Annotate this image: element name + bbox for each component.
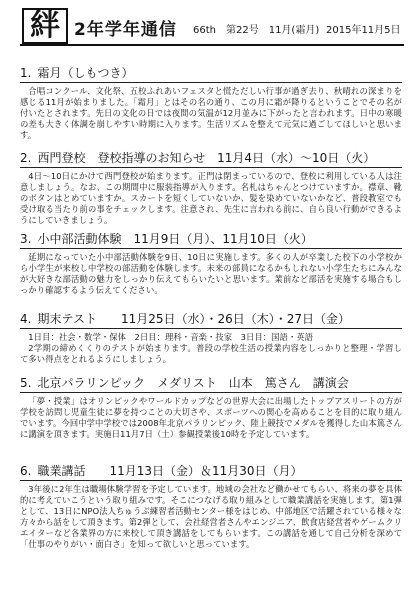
section-number: 1. <box>20 66 32 80</box>
section-5 <box>20 376 402 440</box>
section-body <box>20 171 402 226</box>
section-number: 2. <box>20 151 32 165</box>
paragraph: 3年後に2年生は職場体験学習を予定しています。地域の会社など働かせてもらい、将来の夢を具体的に考えていこうという取り組みです。そこにつなげる取り組みとして職業講話を実施します。第1弾として、13日にNPO法人ちゅうぶ練習者活動センター様をはじめ、中部地区で活躍されている様々な方々から話をして頂きます。第2弾として、会社経営者さんやエンジニア、飲食店経営者やゲームクリエイターなど各業界の方に来校して頂き講話をしてもらいます。この講話を通して自己分析を深めて「仕事のやりがい・面白さ」を知って欲しいと思っています。 <box>20 484 402 549</box>
section-title: 西門登校 登校指導のお知らせ 11月4日（水）～10日（火） <box>37 151 376 165</box>
section-6 <box>20 464 402 550</box>
section-heading <box>20 376 402 393</box>
section-body <box>20 86 402 141</box>
section-heading <box>20 66 402 83</box>
section-heading <box>20 464 402 481</box>
logo-box <box>22 8 68 44</box>
section-3 <box>20 232 402 296</box>
section-1 <box>20 66 402 141</box>
logo-kanji: 絆 <box>30 8 60 43</box>
paragraph: 「夢・授業」はオリンピックやワールドカップなどの世界大会に出場したトップアスリートの方が学校を訪問し児童生徒に夢を持つことの大切さや、スポーツへの関心を高めることを目的に取り組んでいます。今回中学中学校では2008年北京パラリンピック、陸上競技でメダルを獲得した山本篤さんに講演を頂きます。実施日11月7日（土）参観授業後10時を予定しています。 <box>20 396 402 439</box>
paragraph: 4日～10日にかけて西門登校が始まります。正門は閉まっているので、登校に利用している人は注意しましょう。なお、この期間中に服装指導が入ります。名札はちゃんとつけていますか。襟章、靴のボタンはとめていますか。スカートを短くしていないか、髪を染めていないかなど、普段教室でも受け取る当たり前の事をチェックします。注意され、先生に言われる前に、自ら良い行動ができるようにしていきましょう。 <box>20 171 402 225</box>
section-4 <box>20 312 402 365</box>
newsletter-header <box>20 6 404 52</box>
section-2 <box>20 151 402 226</box>
paragraph: 延期になっていた小中部活動体験を9日、10日に実施します。多くの人が卒業した校下の小学校から小学生が来校し中学校の部活動を体験します。未来の部員になるかもしれない小学生たちにみんなが大好きな部活動の魅力をしっかり伝えてもらいたいと思います。業前など部活を実施する場合もしっかり確認するよう伝えてください。 <box>20 252 402 295</box>
section-body <box>20 252 402 296</box>
section-number: 6. <box>20 464 32 478</box>
section-heading <box>20 232 402 249</box>
section-body <box>20 396 402 440</box>
issue-number: 66th 第22号 11月(霜月) <box>193 25 320 36</box>
paragraph: 2学期の締めくくりのテストが始まります。普段の学校生活の授業内容をしっかりと整理・学習して多い得点をとれるようにしましょう。 <box>20 343 402 364</box>
newsletter-title: 2年学年通信 <box>74 20 177 40</box>
section-number: 4. <box>20 312 32 326</box>
section-title: 小中部活動体験 11月9日（月）、11月10日（火） <box>37 232 313 246</box>
section-title: 北京パラリンピック メダリスト 山本 篤さん 講演会 <box>37 376 349 390</box>
section-heading <box>20 312 402 329</box>
section-title: 期末テスト 11月25日（水）・26日（木）・27日（金） <box>37 312 351 326</box>
section-title: 霜月（しもつき） <box>37 66 134 80</box>
section-body <box>20 484 402 550</box>
section-number: 3. <box>20 232 32 246</box>
section-body <box>20 332 402 365</box>
issue-date: 2015年11月5日 <box>326 25 401 36</box>
paragraph: 合唱コンクール、文化祭、五校ふれあいフェスタと慌ただしい行事が過ぎ去り、秋晴れの深まりを感じる11月が始まりました。「霜月」とはその名の通り、この月に霜が降りるということでその名が付いたとされます。先日の文化の日では夜間の気温が12月並みに下がったと言われます。日中の寒暖の差も大きく体調を崩しやすい時期に入ります。生活リズムを整えて元気に過ごしてほしいと思います。 <box>20 86 402 140</box>
exam-schedule: 1日目：社会・数学・保体 2日目：理科・音楽・技家 3日目：国語・英語 <box>28 332 314 342</box>
section-heading <box>20 151 402 168</box>
header-rule <box>20 44 404 46</box>
section-title: 職業講話 11月13日（金）＆11月30日（月） <box>37 464 303 478</box>
section-number: 5. <box>20 376 32 390</box>
